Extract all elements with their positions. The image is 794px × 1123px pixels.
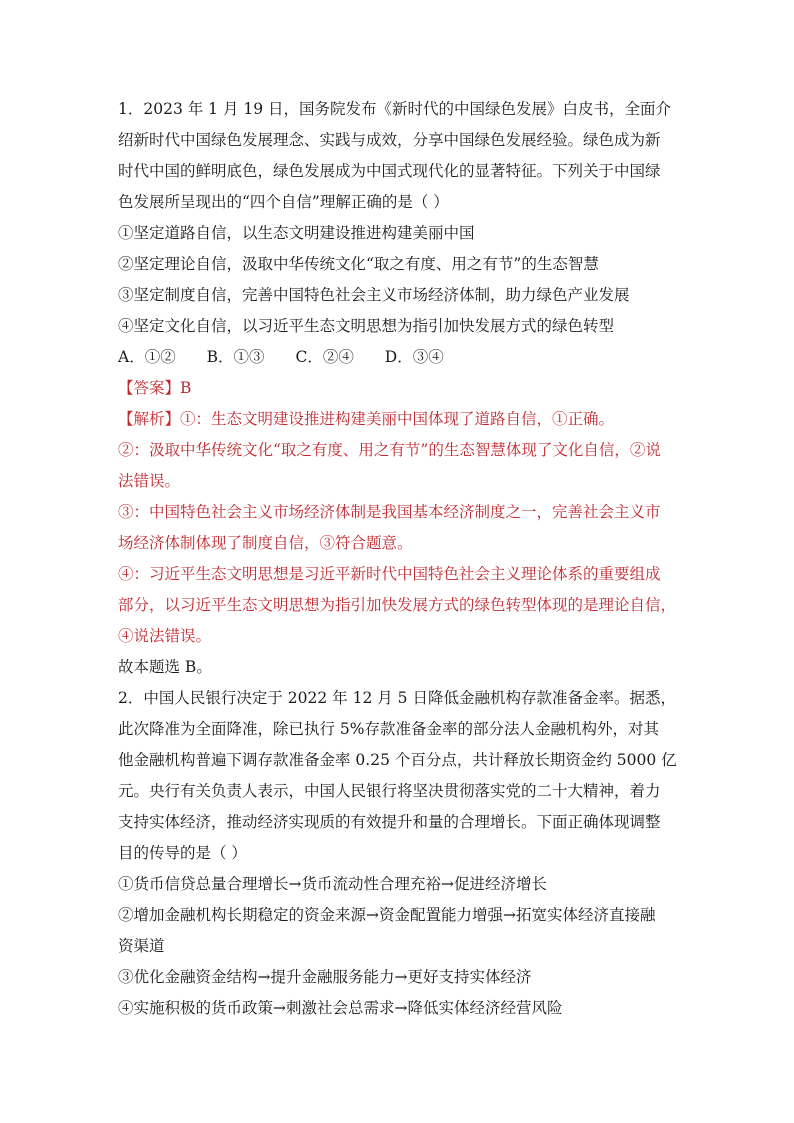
answer-tag: 【答案】 [118,379,181,397]
q1-analysis-line: ④：习近平生态文明思想是习近平新时代中国特色社会主义理论体系的重要组成 [118,565,661,583]
question-2 [118,683,678,1024]
q1-option-c: C．②④ [295,348,354,366]
q1-statement-2: ②坚定理论自信，汲取中华传统文化“取之有度、用之有节”的生态智慧 [118,255,599,273]
q2-stem-line: 2．中国人民银行决定于 2022 年 12 月 5 日降低金融机构存款准备金率。据悉， [118,689,676,707]
q1-analysis-line: ④说法错误。 [118,627,212,645]
q1-analysis-line: 部分，以习近平生态文明思想为指引加快发展方式的绿色转型体现的是理论自信， [118,596,677,614]
q1-stem-line: 色发展所呈现出的“四个自信”理解正确的是（ ） [118,193,449,211]
q2-statement-3: ③优化金融资金结构→提升金融服务能力→更好支持实体经济 [118,968,532,986]
q2-stem-line: 目的传导的是（ ） [118,844,247,862]
answer-value: B [180,379,192,397]
q2-statement-2: ②增加金融机构长期稳定的资金来源→资金配置能力增强→拓宽实体经济直接融 [118,906,656,924]
q1-option-a: A．①② [118,348,176,366]
document-page [118,94,678,1024]
q2-statement-4: ④实施积极的货币政策→刺激社会总需求→降低实体经济经营风险 [118,999,563,1017]
q1-stem-line: 时代中国的鲜明底色，绿色发展成为中国式现代化的显著特征。下列关于中国绿 [118,162,661,180]
q1-stem-line: 1．2023 年 1 月 19 日，国务院发布《新时代的中国绿色发展》白皮书，全面介 [118,100,672,118]
q1-answer [118,373,678,404]
q2-stem-line: 支持实体经济，推动经济实现质的有效提升和量的合理增长。下面正确体现调整 [118,813,661,831]
q2-statement-2-cont: 资渠道 [118,937,165,955]
q1-analysis-line: ②：汲取中华传统文化“取之有度、用之有节”的生态智慧体现了文化自信，②说 [118,441,661,459]
q1-conclusion: 故本题选 B。 [118,658,212,676]
analysis-text: ①：生态文明建设推进构建美丽中国体现了道路自信，①正确。 [180,410,615,428]
q1-option-b: B．①③ [206,348,265,366]
q1-analysis-line: ③：中国特色社会主义市场经济体制是我国基本经济制度之一，完善社会主义市 [118,503,661,521]
q1-analysis-line: 场经济体制体现了制度自信，③符合题意。 [118,534,413,552]
q1-analysis-line: 法错误。 [118,472,181,490]
q2-stem-line: 此次降准为全面降准，除已执行 5%存款准备金率的部分法人金融机构外，对其 [118,720,660,738]
analysis-tag: 【解析】 [118,410,181,428]
q1-stem-line: 绍新时代中国绿色发展理念、实践与成效，分享中国绿色发展经验。绿色成为新 [118,131,661,149]
q1-option-d: D．③④ [384,348,444,366]
q1-statement-1: ①坚定道路自信，以生态文明建设推进构建美丽中国 [118,224,475,242]
question-1 [118,94,678,683]
q2-stem-line: 他金融机构普遍下调存款准备金率 0.25 个百分点，共计释放长期资金约 5000 亿 [118,751,677,769]
q2-stem-line: 元。央行有关负责人表示，中国人民银行将坚决贯彻落实党的二十大精神，着力 [118,782,661,800]
q1-analysis-line [118,404,678,435]
q2-statement-1: ①货币信贷总量合理增长→货币流动性合理充裕→促进经济增长 [118,875,547,893]
q1-statement-4: ④坚定文化自信，以习近平生态文明思想为指引加快发展方式的绿色转型 [118,317,615,335]
q1-options [118,342,678,373]
q1-statement-3: ③坚定制度自信，完善中国特色社会主义市场经济体制，助力绿色产业发展 [118,286,630,304]
